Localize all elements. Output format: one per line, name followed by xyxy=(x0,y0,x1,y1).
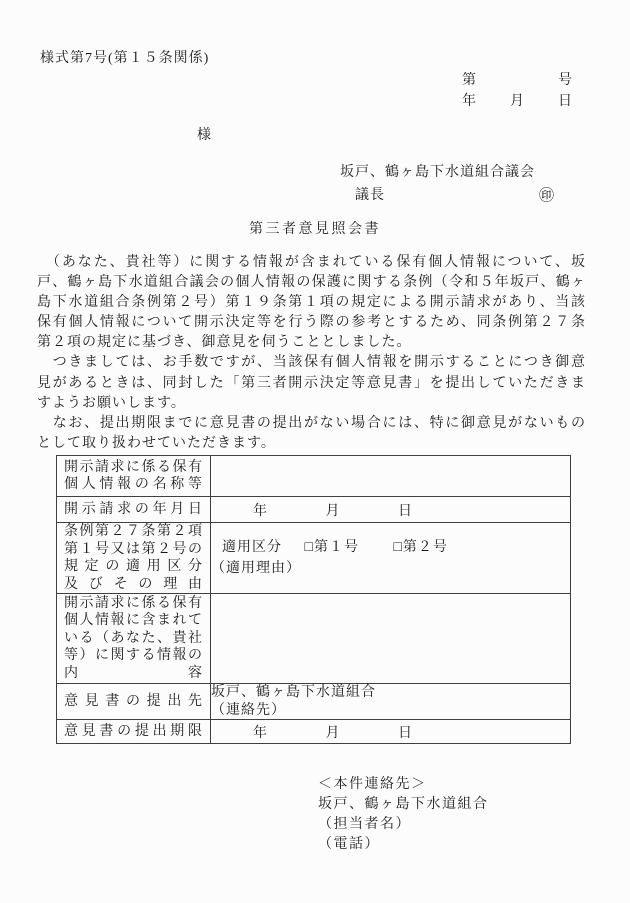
label-cell-submission-deadline xyxy=(57,720,211,744)
contact-heading: ＜本件連絡先＞ xyxy=(318,777,427,792)
text-line: なお、提出期限までに意見書の提出がない場合には、特に御意見がないもの xyxy=(37,415,586,431)
text-line: として取り扱わせていただきます。 xyxy=(37,435,276,451)
label-line: 第１号又は第２号の xyxy=(64,541,203,557)
date-month-label: 月 xyxy=(510,94,524,109)
text-line: 戸、鶴ヶ島下水道組合議会の個人情報の保護に関する条例（令和５年坂戸、鶴ヶ xyxy=(37,275,586,291)
doc-date-line xyxy=(462,90,572,110)
month-label: 月 xyxy=(325,725,341,741)
date-placeholders xyxy=(211,500,570,520)
table-row-applicable-provision xyxy=(57,523,571,594)
value-cell-applicable-provision xyxy=(211,523,571,594)
year-label: 年 xyxy=(253,503,268,519)
table-row-information-name xyxy=(57,456,571,497)
addressee-honorific: 様 xyxy=(197,128,212,143)
inquiry-table xyxy=(56,455,571,744)
label-line: 個人情報に含まれて xyxy=(64,613,203,629)
day-label: 日 xyxy=(398,725,413,741)
checkbox-option-2: □第２号 xyxy=(393,540,448,555)
value-cell-submission-deadline xyxy=(211,720,571,744)
value-cell-information-name xyxy=(211,456,571,497)
destination-org: 坂戸、鶴ヶ島下水道組合 xyxy=(211,685,376,700)
label-line: 及びその理由 xyxy=(64,576,203,592)
label-line: 開示請求に係る保有 xyxy=(64,595,203,611)
date-year-label: 年 xyxy=(462,94,476,109)
text-line: 第２項の規定に基づき、御意見を伺うこととしました。 xyxy=(37,335,412,351)
label-cell-submission-destination xyxy=(57,684,211,720)
label-line: 意見書の提出期限 xyxy=(64,723,203,739)
doc-number-line xyxy=(462,69,572,89)
label-cell-information-name xyxy=(57,456,211,497)
year-label: 年 xyxy=(253,725,268,741)
contact-block xyxy=(318,775,489,855)
value-cell-submission-destination xyxy=(211,684,571,720)
text-line: 島下水道組合条例第２号）第１９条第１項の規定による開示請求があり、当該 xyxy=(37,295,586,311)
label-cell-request-date xyxy=(57,497,211,523)
sender-organization: 坂戸、鶴ヶ島下水道組合議会 xyxy=(340,165,535,180)
table-row-request-date xyxy=(57,497,571,523)
contact-person-label: （担当者名） xyxy=(318,817,411,832)
day-label: 日 xyxy=(398,503,413,519)
label-line: いる（あなた、貴社 xyxy=(64,630,203,646)
value-cell-information-content xyxy=(211,594,571,684)
date-placeholders xyxy=(211,722,570,742)
label-line: 開示請求の年月日 xyxy=(64,501,203,517)
label-line: 内容 xyxy=(64,665,203,681)
text-line: （あなた、貴社等）に関する情報が含まれている保有個人情報について、坂 xyxy=(37,255,586,270)
date-day-label: 日 xyxy=(558,94,572,109)
contact-org: 坂戸、鶴ヶ島下水道組合 xyxy=(318,797,489,812)
contact-phone-label: （電話） xyxy=(318,837,380,852)
form-number: 様式第7号(第１５条関係) xyxy=(40,51,210,66)
checkbox-option-1: □第１号 xyxy=(304,540,359,555)
seal-mark-icon: ㊞ xyxy=(539,188,555,204)
text-line: 保有個人情報について開示決定等を行う際の参考とするため、同条例第２７条 xyxy=(37,315,586,331)
label-line: 等）に関する情報の xyxy=(64,648,203,664)
provision-options-line xyxy=(211,537,570,558)
doc-number-prefix: 第 xyxy=(462,73,476,88)
sender-title: 議長 xyxy=(355,188,385,203)
text-line: つきましては、お手数ですが、当該保有個人情報を開示することにつき御意 xyxy=(37,355,586,371)
label-line: 規定の適用区分 xyxy=(64,559,203,574)
label-line: 意見書の提出先 xyxy=(64,693,203,709)
reason-label: （適用理由） xyxy=(211,561,301,576)
value-cell-request-date xyxy=(211,497,571,523)
text-line: 見があるときは、同封した「第三者開示決定等意見書」を提出していただきま xyxy=(37,375,586,391)
text-line: すようお願いします。 xyxy=(37,395,186,411)
doc-number-suffix: 号 xyxy=(558,73,572,88)
category-label: 適用区分 xyxy=(222,540,282,555)
label-cell-information-content xyxy=(57,594,211,684)
month-label: 月 xyxy=(325,503,341,519)
table-row-information-content xyxy=(57,594,571,684)
table-row-submission-deadline xyxy=(57,720,571,744)
label-line: 条例第２７条第２項 xyxy=(64,524,203,539)
label-line: 個人情報の名称等 xyxy=(64,477,203,492)
body-text xyxy=(37,253,586,454)
table-row-submission-destination xyxy=(57,684,571,720)
label-line: 開示請求に係る保有 xyxy=(64,459,203,475)
document-title: 第三者意見照会書 xyxy=(249,222,381,237)
label-cell-applicable-provision xyxy=(57,523,211,594)
destination-contact-label: （連絡先） xyxy=(211,702,286,718)
